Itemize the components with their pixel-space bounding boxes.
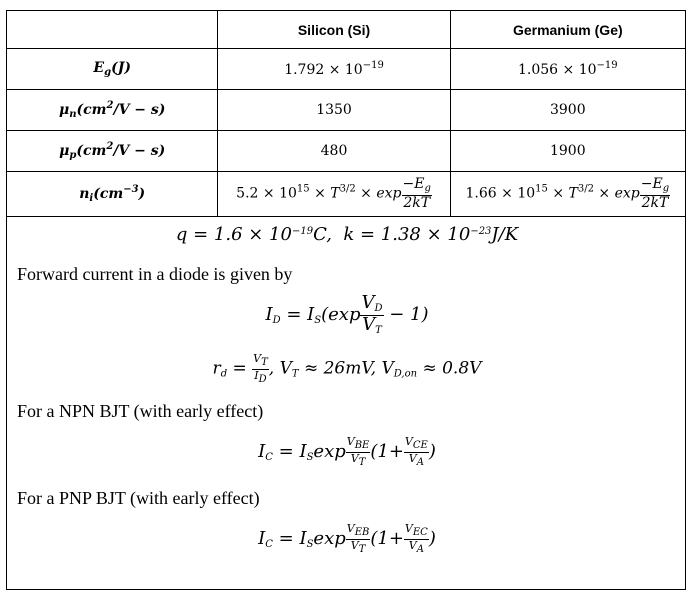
dynamic-resistance-equation: $r_d$ = $\frac{VT}{ID}$ , $V_T \approx 26mV$, $V_{D,on} \approx 0.8V$ — [212, 352, 482, 385]
row-label-intrinsic-concentration: $n_i(cm^{-3})$ — [7, 172, 218, 217]
semiconductor-properties-table — [6, 10, 686, 217]
npn-heading-text: For a NPN BJT (with early effect) — [17, 401, 264, 421]
header-empty-cell — [7, 11, 218, 49]
table-row — [7, 172, 686, 217]
pnp-collector-current-equation: $I_C = I_S\exp$ $\frac{\text{VEB}}{VT}$ (1+ $\frac{\text{VEC}}{VA}$ ) — [258, 522, 436, 555]
constants-equation: $q = 1.6 \times 10^{-19}C$, $k = 1.38 \times 10^{-23}J/K$ — [175, 224, 519, 245]
cell-ge-bandgap: $1.056 \times 10^{-19}$ — [450, 49, 685, 90]
cell-si-intrinsic-concentration: $5.2 \times 10^{15} \times T^{3/2} \times \exp$ $\frac{-E_g}{2kT}$ — [218, 172, 450, 217]
formula-sheet — [6, 10, 686, 590]
cell-si-electron-mobility: 1350 — [218, 90, 450, 131]
header-germanium: Germanium (Ge) — [450, 11, 685, 49]
diode-current-equation: $I_D = I_S(\exp$ $\frac{V_D}{V_T}$ − 1) — [265, 292, 429, 336]
table-row — [7, 131, 686, 172]
table-row — [7, 49, 686, 90]
row-label-electron-mobility: $\mu_n(cm^2/V - s)$ — [7, 90, 218, 131]
cell-ge-electron-mobility: 3900 — [450, 90, 685, 131]
npn-collector-current-equation: $I_C = I_S\exp$ $\frac{\text{VBE}}{VT}$ (1+ $\frac{\text{VCE}}{VA}$ ) — [258, 435, 436, 468]
forward-current-text: Forward current in a diode is given by — [17, 264, 293, 284]
cell-ge-hole-mobility: 1900 — [450, 131, 685, 172]
pnp-heading-text: For a PNP BJT (with early effect) — [17, 488, 260, 508]
table-row — [7, 90, 686, 131]
row-label-bandgap: $E_g(J)$ — [7, 49, 218, 90]
table-header-row — [7, 11, 686, 49]
cell-si-hole-mobility: 480 — [218, 131, 450, 172]
row-label-hole-mobility: $\mu_p(cm^2/V - s)$ — [7, 131, 218, 172]
header-silicon: Silicon (Si) — [218, 11, 450, 49]
cell-ge-intrinsic-concentration: $1.66 \times 10^{15} \times T^{3/2} \times \exp$ $\frac{-E_g}{2kT}$ — [450, 172, 685, 217]
cell-si-bandgap: $1.792 \times 10^{-19}$ — [218, 49, 450, 90]
